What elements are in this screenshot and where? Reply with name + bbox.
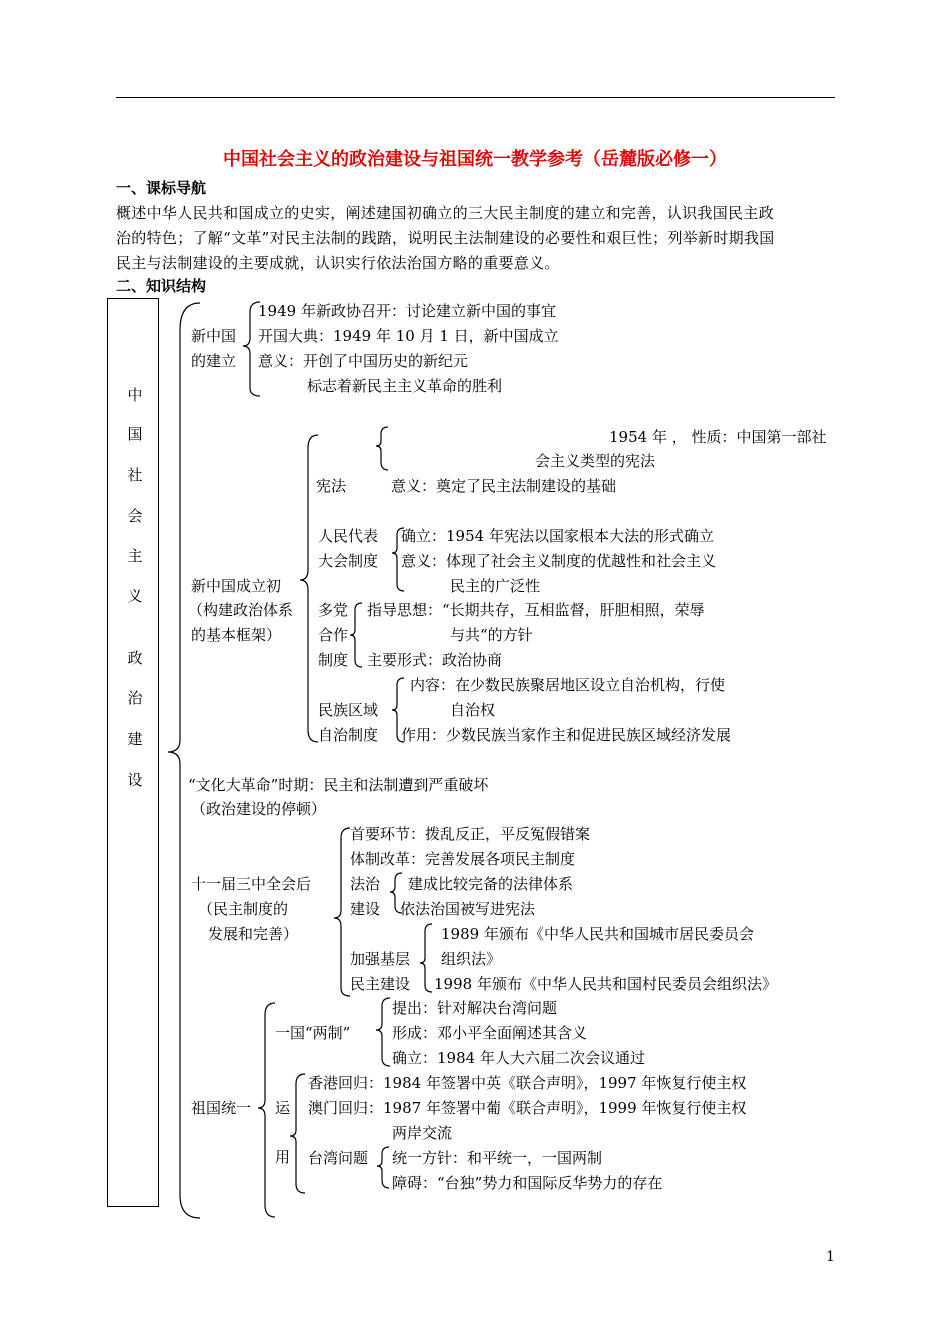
section2-heading: 二、知识结构 bbox=[116, 277, 207, 295]
npc-item: 民主的广泛性 bbox=[450, 577, 541, 595]
grass-brace bbox=[420, 924, 432, 992]
box-char: 义 bbox=[127, 587, 143, 605]
plenum-item: 首要环节：拨乱反正，平反冤假错案 bbox=[350, 825, 591, 843]
multiparty-item: 与共“的方针 bbox=[450, 626, 533, 644]
hk-item: 香港回归：1984 年签署中英《联合声明》，1997 年恢复行使主权 bbox=[308, 1074, 747, 1092]
plenum-label: 十一届三中全会后 bbox=[191, 875, 312, 893]
grass-item: 1998 年颁布《中华人民共和国村民委员会组织法》 bbox=[434, 975, 777, 993]
octs-item: 提出：针对解决台湾问题 bbox=[392, 999, 558, 1017]
page-title: 中国社会主义的政治建设与祖国统一教学参考（岳麓版必修一） bbox=[223, 149, 727, 170]
plenum-item: 体制改革：完善发展各项民主制度 bbox=[350, 850, 576, 868]
taiwan-item: 统一方针：和平统一，一国两制 bbox=[392, 1149, 603, 1167]
box-char: 建 bbox=[127, 730, 143, 748]
constitution-line: 1954 年 ， 性质：中国第一部社 bbox=[609, 428, 827, 446]
box-char: 主 bbox=[127, 547, 143, 565]
section1-line: 民主与法制建设的主要成就，认识实行依法治国方略的重要意义。 bbox=[116, 254, 560, 272]
box-char: 中 bbox=[127, 386, 143, 404]
box-char: 国 bbox=[127, 425, 143, 443]
multiparty-item: 主要形式：政治协商 bbox=[367, 651, 503, 669]
grass-label: 民主建设 bbox=[350, 975, 411, 993]
ethnic-item: 内容：在少数民族聚居地区设立自治机构，行使 bbox=[410, 676, 726, 694]
cross-strait-item: 两岸交流 bbox=[392, 1124, 453, 1142]
taiwan-item: 障碍：“台独”势力和国际反华势力的存在 bbox=[392, 1174, 663, 1192]
law-label: 法治 bbox=[350, 875, 381, 893]
multiparty-label: 制度 bbox=[318, 651, 349, 669]
ethnic-item: 自治权 bbox=[450, 701, 496, 719]
early-label: （构建政治体系 bbox=[188, 601, 294, 619]
early-label: 的基本框架） bbox=[191, 626, 282, 644]
octs-label: 一国“两制” bbox=[275, 1024, 351, 1042]
plenum-label: （民主制度的 bbox=[198, 900, 289, 918]
use-label: 运 bbox=[275, 1099, 291, 1117]
plenum-label: 发展和完善） bbox=[208, 925, 299, 943]
constitution-meaning: 意义：奠定了民主法制建设的基础 bbox=[391, 477, 617, 495]
octs-item: 确立：1984 年人大六届二次会议通过 bbox=[392, 1049, 645, 1067]
taiwan-label: 台湾问题 bbox=[308, 1149, 369, 1167]
box-char: 会 bbox=[127, 507, 143, 525]
box-char: 社 bbox=[127, 466, 143, 484]
reunification-label: 祖国统一 bbox=[191, 1099, 252, 1117]
law-item: 依法治国被写进宪法 bbox=[400, 900, 536, 918]
constitution-brace bbox=[376, 427, 388, 470]
octs-item: 形成：邓小平全面阐述其含义 bbox=[392, 1024, 588, 1042]
npc-label: 大会制度 bbox=[318, 552, 379, 570]
grass-label: 加强基层 bbox=[350, 950, 411, 968]
multiparty-item: 指导思想：“长期共存，互相监督，肝胆相照，荣辱 bbox=[367, 601, 705, 619]
section1-line: 治的特色；了解“文革”对民主法制的践踏，说明民主法制建设的必要性和艰巨性；列举新时期我国 bbox=[116, 229, 775, 247]
macao-item: 澳门回归：1987 年签署中葡《联合声明》，1999 年恢复行使主权 bbox=[308, 1099, 747, 1117]
multiparty-label: 合作 bbox=[318, 626, 349, 644]
ethnic-item: 作用：少数民族当家作主和促进民族区域经济发展 bbox=[401, 726, 732, 744]
constitution-line: 会主义类型的宪法 bbox=[535, 452, 656, 470]
early-label: 新中国成立初 bbox=[191, 577, 282, 595]
reunification-brace bbox=[258, 1003, 275, 1217]
section1-heading: 一、课标导航 bbox=[116, 179, 207, 197]
constitution-label: 宪法 bbox=[316, 477, 347, 495]
box-char: 治 bbox=[127, 689, 143, 707]
npc-item: 确立：1954 年宪法以国家根本大法的形式确立 bbox=[401, 527, 714, 545]
founding-item: 意义：开创了中国历史的新纪元 bbox=[258, 352, 469, 370]
founding-label: 新中国 bbox=[191, 327, 237, 345]
ethnic-label: 自治制度 bbox=[318, 726, 379, 744]
founding-label: 的建立 bbox=[191, 352, 237, 370]
cultural-revolution-line: （政治建设的停顿） bbox=[191, 800, 327, 818]
plenum-brace bbox=[334, 828, 350, 996]
cultural-revolution-line: “文化大革命”时期：民主和法制遭到严重破坏 bbox=[188, 776, 489, 794]
npc-item: 意义：体现了社会主义制度的优越性和社会主义 bbox=[401, 552, 717, 570]
grass-item: 1989 年颁布《中华人民共和国城市居民委员会 bbox=[441, 925, 754, 943]
multiparty-label: 多党 bbox=[318, 601, 349, 619]
founding-item: 开国大典：1949 年 10 月 1 日，新中国成立 bbox=[258, 327, 559, 345]
multiparty-brace bbox=[350, 603, 362, 667]
use-label: 用 bbox=[275, 1148, 291, 1166]
law-item: 建成比较完备的法律体系 bbox=[408, 875, 574, 893]
npc-label: 人民代表 bbox=[318, 527, 379, 545]
taiwan-brace bbox=[377, 1147, 389, 1188]
ethnic-label: 民族区域 bbox=[318, 701, 379, 719]
law-label: 建设 bbox=[350, 900, 381, 918]
page-number: 1 bbox=[826, 1249, 835, 1265]
box-char: 设 bbox=[127, 771, 143, 789]
main-brace bbox=[168, 303, 200, 1218]
founding-item: 标志着新民主主义革命的胜利 bbox=[307, 377, 503, 395]
use-brace bbox=[290, 1074, 305, 1193]
section1-line: 概述中华人民共和国成立的史实，阐述建国初确立的三大民主制度的建立和完善，认识我国民主政 bbox=[116, 204, 774, 222]
box-char: 政 bbox=[127, 649, 143, 667]
founding-item: 1949 年新政协召开：讨论建立新中国的事宜 bbox=[258, 302, 556, 320]
octs-brace bbox=[376, 998, 390, 1066]
grass-item: 组织法》 bbox=[441, 950, 502, 968]
